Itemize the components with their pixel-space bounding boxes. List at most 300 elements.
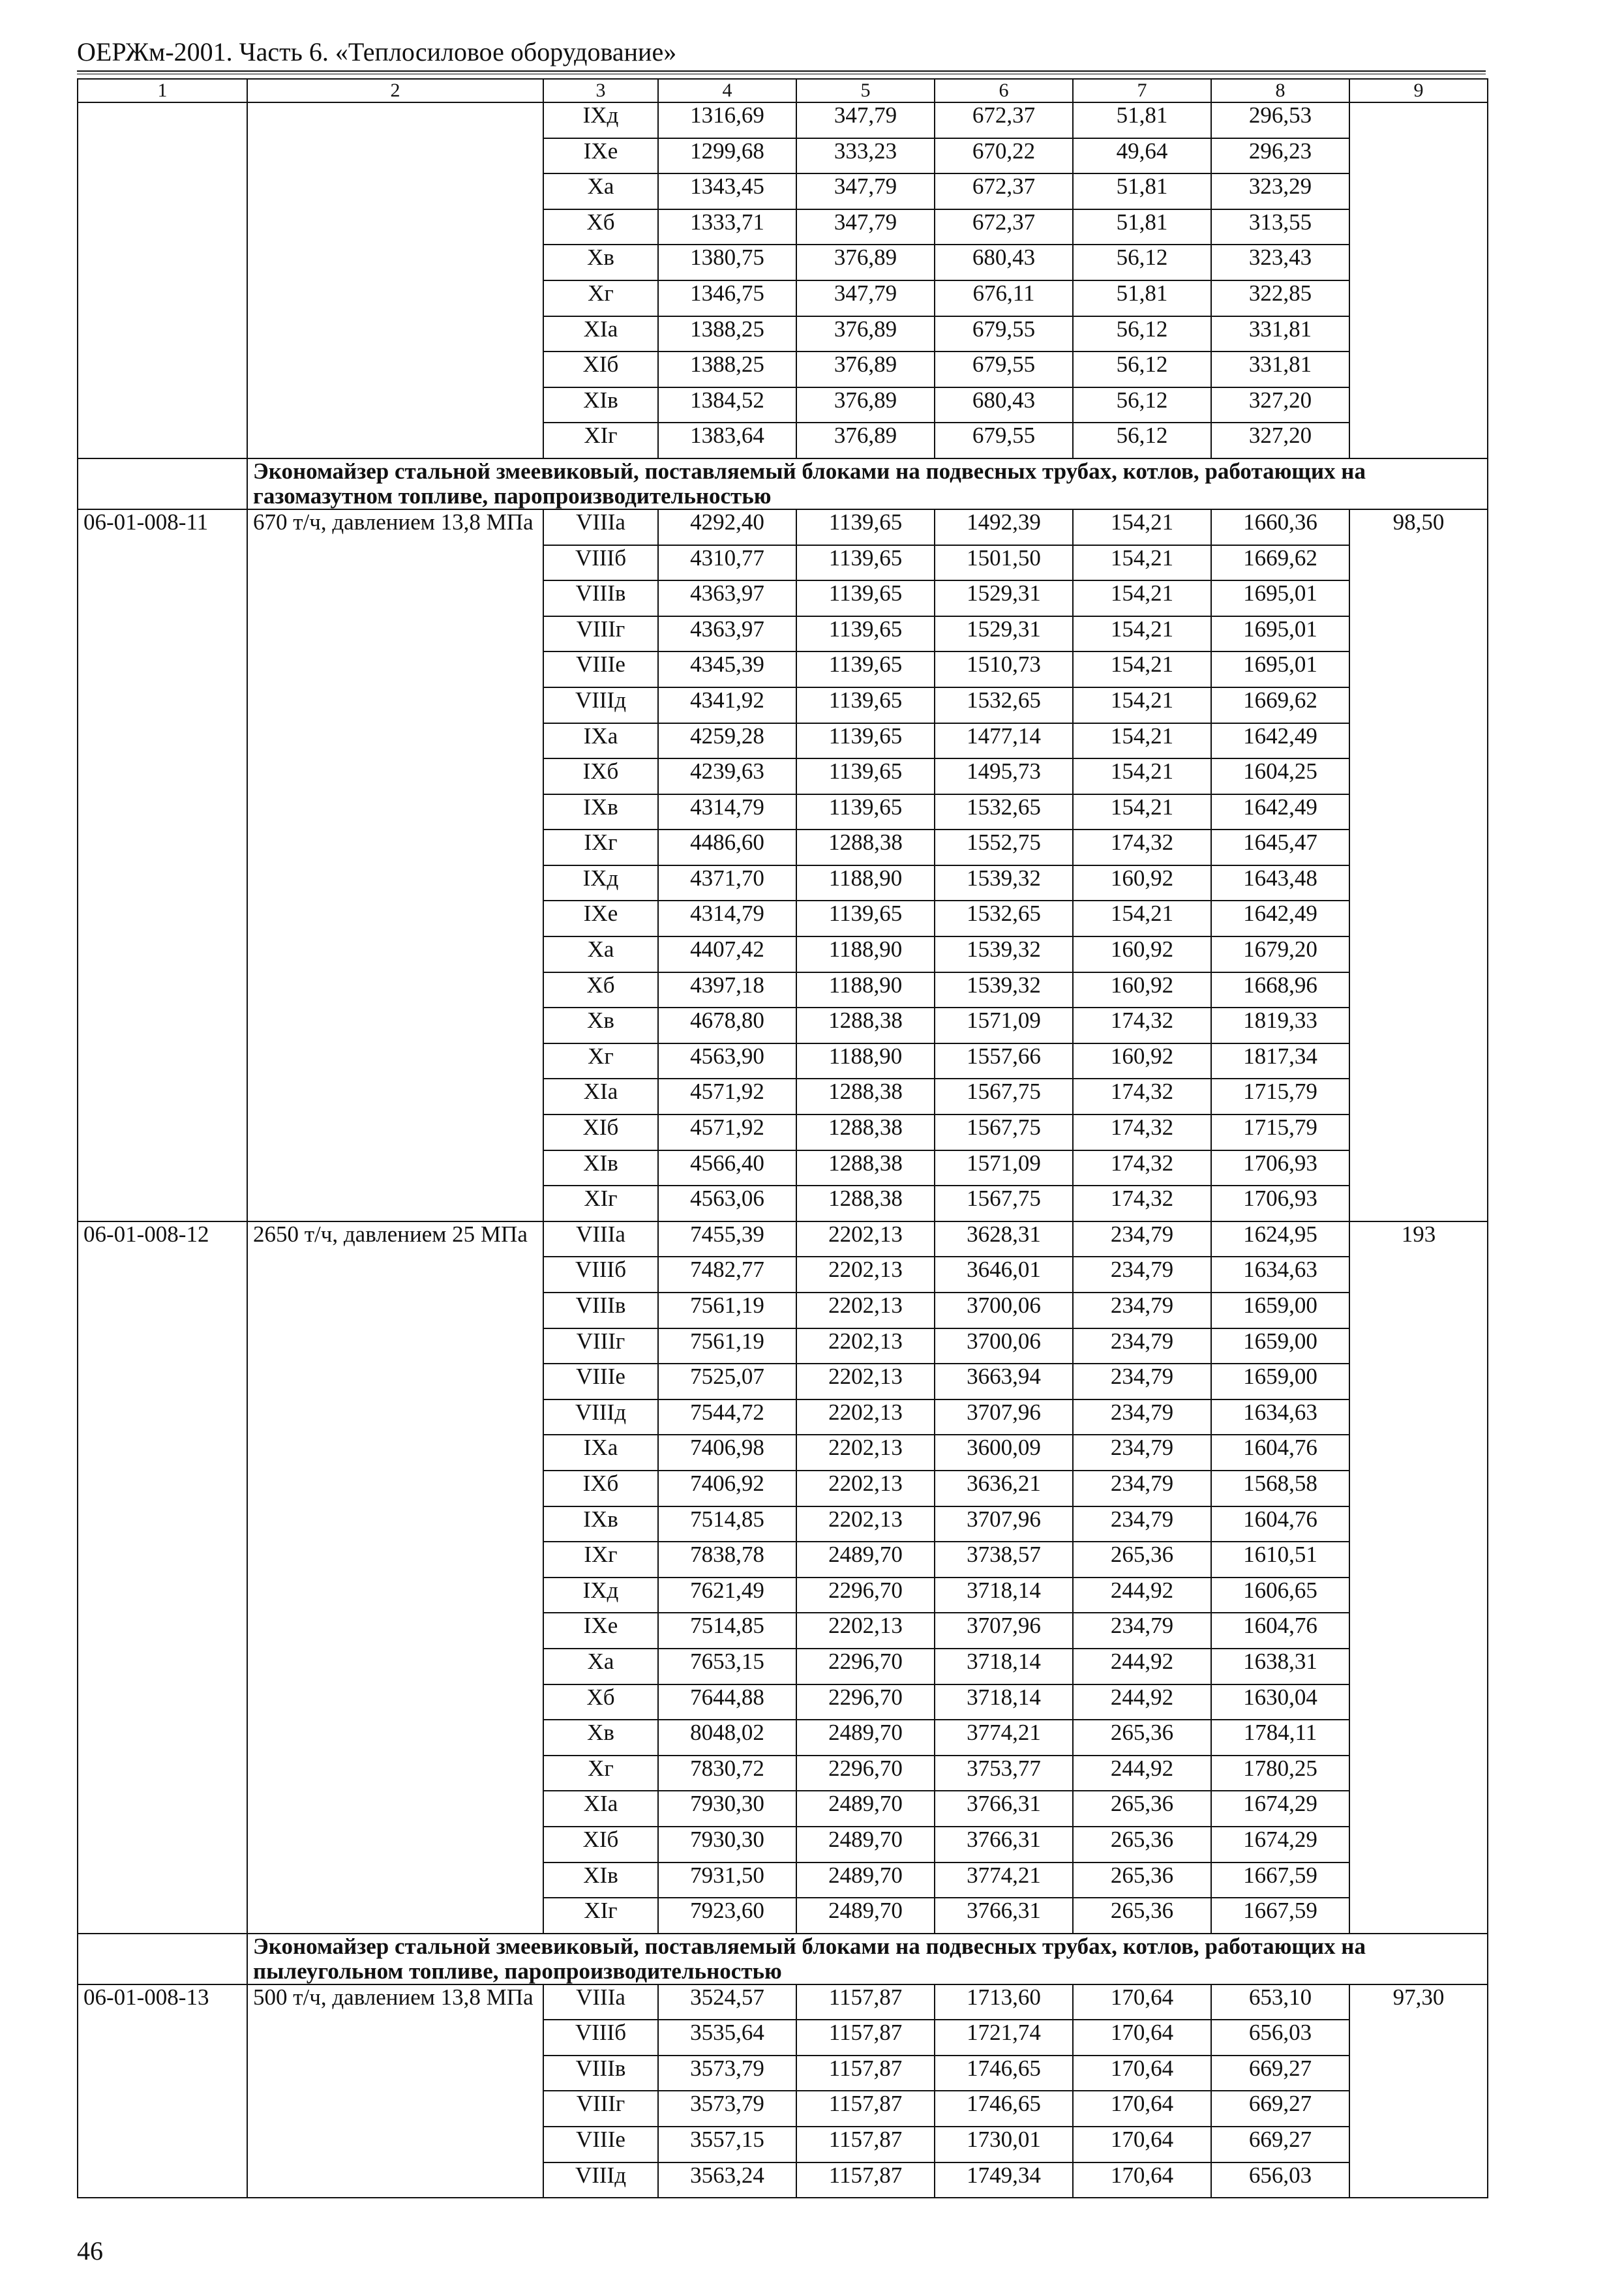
value-cell: 1715,79	[1211, 1115, 1349, 1150]
value-cell: 7544,72	[658, 1399, 796, 1435]
value-cell: 4341,92	[658, 687, 796, 723]
value-cell: 1188,90	[796, 936, 935, 972]
value-cell: 154,21	[1073, 616, 1211, 652]
value-cell: 4563,06	[658, 1186, 796, 1221]
table-body	[78, 79, 1488, 2198]
category-cell: IXб	[543, 758, 658, 794]
value-cell: 7838,78	[658, 1542, 796, 1578]
value-cell: 265,36	[1073, 1827, 1211, 1863]
value-cell: 680,43	[935, 387, 1073, 423]
value-cell: 1388,25	[658, 352, 796, 387]
category-cell: XIв	[543, 387, 658, 423]
value-cell: 1567,75	[935, 1186, 1073, 1221]
category-cell: Xа	[543, 1649, 658, 1684]
value-cell: 1139,65	[796, 794, 935, 830]
value-cell: 323,43	[1211, 245, 1349, 280]
category-cell: VIIIб	[543, 1257, 658, 1293]
value-cell: 333,23	[796, 138, 935, 174]
value-cell: 656,03	[1211, 2020, 1349, 2056]
value-cell: 1571,09	[935, 1150, 1073, 1186]
value-cell: 672,37	[935, 209, 1073, 245]
column-number-row	[78, 79, 1488, 102]
value-cell: 7931,50	[658, 1863, 796, 1898]
value-cell: 56,12	[1073, 352, 1211, 387]
value-cell: 1642,49	[1211, 723, 1349, 759]
value-cell: 154,21	[1073, 794, 1211, 830]
value-cell: 234,79	[1073, 1471, 1211, 1506]
value-cell: 331,81	[1211, 316, 1349, 352]
category-cell: VIIIд	[543, 687, 658, 723]
value-cell: 1139,65	[796, 758, 935, 794]
value-cell: 1139,65	[796, 687, 935, 723]
value-cell: 7923,60	[658, 1898, 796, 1934]
value-cell: 1604,25	[1211, 758, 1349, 794]
value-cell: 4486,60	[658, 830, 796, 865]
value-cell: 1706,93	[1211, 1186, 1349, 1221]
value-cell: 3600,09	[935, 1435, 1073, 1471]
value-cell: 1333,71	[658, 209, 796, 245]
category-cell: IXд	[543, 102, 658, 138]
value-cell: 3557,15	[658, 2127, 796, 2162]
value-cell: 4566,40	[658, 1150, 796, 1186]
value-cell: 322,85	[1211, 280, 1349, 316]
value-cell: 2202,13	[796, 1435, 935, 1471]
value-cell: 4571,92	[658, 1079, 796, 1115]
category-cell: VIIIг	[543, 1328, 658, 1364]
value-cell: 170,64	[1073, 2020, 1211, 2056]
value-cell: 7406,98	[658, 1435, 796, 1471]
category-cell: Xб	[543, 1684, 658, 1720]
column-number: 9	[1349, 79, 1488, 102]
section-row	[78, 458, 1488, 509]
value-cell: 656,03	[1211, 2162, 1349, 2198]
category-cell: VIIIд	[543, 2162, 658, 2198]
row-code: 06-01-008-11	[78, 509, 247, 1221]
value-cell: 7930,30	[658, 1827, 796, 1863]
category-cell: XIб	[543, 352, 658, 387]
row-code: 06-01-008-13	[78, 1984, 247, 2198]
category-cell: VIIIб	[543, 545, 658, 581]
table-row	[78, 102, 1488, 138]
value-cell: 669,27	[1211, 2056, 1349, 2091]
value-cell: 1288,38	[796, 1115, 935, 1150]
category-cell: Xа	[543, 936, 658, 972]
value-cell: 154,21	[1073, 901, 1211, 936]
value-cell: 244,92	[1073, 1578, 1211, 1613]
value-cell: 56,12	[1073, 316, 1211, 352]
value-cell: 2489,70	[796, 1542, 935, 1578]
value-cell: 1557,66	[935, 1043, 1073, 1079]
value-cell: 3738,57	[935, 1542, 1073, 1578]
value-cell: 1188,90	[796, 972, 935, 1008]
value-cell: 1567,75	[935, 1115, 1073, 1150]
column-number: 6	[935, 79, 1073, 102]
value-cell: 1288,38	[796, 830, 935, 865]
value-cell: 1817,34	[1211, 1043, 1349, 1079]
value-cell: 3774,21	[935, 1720, 1073, 1756]
value-cell: 234,79	[1073, 1293, 1211, 1328]
value-cell: 7653,15	[658, 1649, 796, 1684]
value-cell: 174,32	[1073, 830, 1211, 865]
row-code: 06-01-008-12	[78, 1221, 247, 1934]
value-cell: 680,43	[935, 245, 1073, 280]
value-cell: 1695,01	[1211, 616, 1349, 652]
value-cell: 7830,72	[658, 1756, 796, 1791]
category-cell: IXе	[543, 138, 658, 174]
value-cell: 1668,96	[1211, 972, 1349, 1008]
category-cell: IXе	[543, 901, 658, 936]
value-cell: 3707,96	[935, 1613, 1073, 1649]
category-cell: IXб	[543, 1471, 658, 1506]
value-cell: 4407,42	[658, 936, 796, 972]
value-cell: 376,89	[796, 387, 935, 423]
value-cell: 1139,65	[796, 723, 935, 759]
value-cell: 3700,06	[935, 1328, 1073, 1364]
category-cell: XIг	[543, 1898, 658, 1934]
value-cell: 3524,57	[658, 1984, 796, 2020]
value-cell: 1157,87	[796, 2091, 935, 2127]
row-name: 500 т/ч, давлением 13,8 МПа	[247, 1984, 543, 2198]
value-cell: 679,55	[935, 423, 1073, 458]
category-cell: VIIIе	[543, 2127, 658, 2162]
value-cell: 1567,75	[935, 1079, 1073, 1115]
value-cell: 2296,70	[796, 1756, 935, 1791]
value-cell: 51,81	[1073, 102, 1211, 138]
category-cell: IXа	[543, 1435, 658, 1471]
table-row	[78, 1221, 1488, 1257]
value-cell: 1604,76	[1211, 1613, 1349, 1649]
value-cell: 1604,76	[1211, 1435, 1349, 1471]
value-cell: 3563,24	[658, 2162, 796, 2198]
value-cell: 3707,96	[935, 1506, 1073, 1542]
value-cell: 1495,73	[935, 758, 1073, 794]
value-cell: 160,92	[1073, 865, 1211, 901]
category-cell: Xб	[543, 209, 658, 245]
category-cell: IXд	[543, 865, 658, 901]
value-cell: 51,81	[1073, 280, 1211, 316]
value-cell: 3573,79	[658, 2091, 796, 2127]
value-cell: 1288,38	[796, 1150, 935, 1186]
value-cell: 1784,11	[1211, 1720, 1349, 1756]
value-cell: 347,79	[796, 102, 935, 138]
column-number: 7	[1073, 79, 1211, 102]
value-cell: 7644,88	[658, 1684, 796, 1720]
category-cell: XIг	[543, 1186, 658, 1221]
value-cell: 3573,79	[658, 2056, 796, 2091]
value-cell: 1299,68	[658, 138, 796, 174]
value-cell: 4397,18	[658, 972, 796, 1008]
value-cell: 347,79	[796, 280, 935, 316]
table-row	[78, 509, 1488, 545]
row-name: 2650 т/ч, давлением 25 МПа	[247, 1221, 543, 1934]
value-cell: 265,36	[1073, 1720, 1211, 1756]
row-name: 670 т/ч, давлением 13,8 МПа	[247, 509, 543, 1221]
value-cell: 676,11	[935, 280, 1073, 316]
value-cell: 51,81	[1073, 209, 1211, 245]
header-rule	[77, 70, 1486, 72]
category-cell: VIIIа	[543, 509, 658, 545]
value-cell: 7482,77	[658, 1257, 796, 1293]
value-cell: 1667,59	[1211, 1898, 1349, 1934]
category-cell: IXг	[543, 1542, 658, 1578]
value-cell: 4345,39	[658, 651, 796, 687]
value-cell: 174,32	[1073, 1150, 1211, 1186]
value-cell: 4363,97	[658, 616, 796, 652]
column-number: 1	[78, 79, 247, 102]
value-cell: 376,89	[796, 245, 935, 280]
value-cell: 234,79	[1073, 1364, 1211, 1399]
value-cell: 1645,47	[1211, 830, 1349, 865]
value-cell: 2489,70	[796, 1827, 935, 1863]
value-cell: 1380,75	[658, 245, 796, 280]
value-cell: 7406,92	[658, 1471, 796, 1506]
category-cell: VIIIв	[543, 2056, 658, 2091]
value-cell: 347,79	[796, 209, 935, 245]
value-cell: 1139,65	[796, 509, 935, 545]
value-cell: 1667,59	[1211, 1863, 1349, 1898]
value-cell: 3646,01	[935, 1257, 1073, 1293]
value-cell: 1659,00	[1211, 1328, 1349, 1364]
value-cell: 1695,01	[1211, 580, 1349, 616]
category-cell: VIIIе	[543, 651, 658, 687]
value-cell: 1510,73	[935, 651, 1073, 687]
value-cell: 1659,00	[1211, 1293, 1349, 1328]
value-cell: 1638,31	[1211, 1649, 1349, 1684]
category-cell: XIб	[543, 1115, 658, 1150]
value-cell: 1288,38	[796, 1008, 935, 1043]
value-cell: 1552,75	[935, 830, 1073, 865]
value-cell: 1610,51	[1211, 1542, 1349, 1578]
value-cell: 1780,25	[1211, 1756, 1349, 1791]
value-cell: 234,79	[1073, 1435, 1211, 1471]
value-cell: 3766,31	[935, 1791, 1073, 1827]
value-cell: 154,21	[1073, 651, 1211, 687]
value-cell: 7561,19	[658, 1328, 796, 1364]
value-cell: 160,92	[1073, 972, 1211, 1008]
value-cell: 4678,80	[658, 1008, 796, 1043]
value-cell: 7621,49	[658, 1578, 796, 1613]
value-cell: 376,89	[796, 316, 935, 352]
value-cell: 1529,31	[935, 616, 1073, 652]
value-cell: 672,37	[935, 173, 1073, 209]
category-cell: Xг	[543, 1756, 658, 1791]
value-cell: 174,32	[1073, 1186, 1211, 1221]
category-cell: VIIIв	[543, 580, 658, 616]
value-cell: 323,29	[1211, 173, 1349, 209]
value-cell: 1679,20	[1211, 936, 1349, 972]
value-cell: 234,79	[1073, 1328, 1211, 1364]
value-cell: 3663,94	[935, 1364, 1073, 1399]
category-cell: VIIIа	[543, 1221, 658, 1257]
value-cell: 1539,32	[935, 865, 1073, 901]
value-cell: 244,92	[1073, 1756, 1211, 1791]
value-cell: 1388,25	[658, 316, 796, 352]
column-number: 5	[796, 79, 935, 102]
value-cell: 1188,90	[796, 1043, 935, 1079]
value-cell: 1746,65	[935, 2091, 1073, 2127]
value-cell: 154,21	[1073, 509, 1211, 545]
price-table	[77, 78, 1488, 2198]
value-cell: 1660,36	[1211, 509, 1349, 545]
value-cell: 1316,69	[658, 102, 796, 138]
value-cell: 1532,65	[935, 687, 1073, 723]
value-cell: 2202,13	[796, 1471, 935, 1506]
value-cell: 669,27	[1211, 2127, 1349, 2162]
value-cell: 7561,19	[658, 1293, 796, 1328]
value-cell: 56,12	[1073, 387, 1211, 423]
category-cell: Xб	[543, 972, 658, 1008]
value-cell: 331,81	[1211, 352, 1349, 387]
value-cell: 1157,87	[796, 2127, 935, 2162]
value-cell: 2296,70	[796, 1649, 935, 1684]
value-cell: 170,64	[1073, 1984, 1211, 2020]
value-cell: 7930,30	[658, 1791, 796, 1827]
value-cell: 1383,64	[658, 423, 796, 458]
value-cell: 3766,31	[935, 1898, 1073, 1934]
value-cell: 3774,21	[935, 1863, 1073, 1898]
column-number: 2	[247, 79, 543, 102]
value-cell: 4259,28	[658, 723, 796, 759]
value-cell: 234,79	[1073, 1257, 1211, 1293]
value-cell: 154,21	[1073, 687, 1211, 723]
value-cell: 1568,58	[1211, 1471, 1349, 1506]
value-cell: 8048,02	[658, 1720, 796, 1756]
value-cell: 1288,38	[796, 1079, 935, 1115]
category-cell: VIIIв	[543, 1293, 658, 1328]
value-cell: 1157,87	[796, 2162, 935, 2198]
value-cell: 679,55	[935, 352, 1073, 387]
category-cell: XIг	[543, 423, 658, 458]
value-cell: 672,37	[935, 102, 1073, 138]
category-cell: XIа	[543, 1079, 658, 1115]
value-cell: 1695,01	[1211, 651, 1349, 687]
value-cell: 234,79	[1073, 1399, 1211, 1435]
value-cell: 347,79	[796, 173, 935, 209]
value-cell: 7514,85	[658, 1506, 796, 1542]
value-cell: 2489,70	[796, 1898, 935, 1934]
value-cell: 234,79	[1073, 1506, 1211, 1542]
value-cell: 1157,87	[796, 2020, 935, 2056]
category-cell: XIв	[543, 1863, 658, 1898]
value-cell: 670,22	[935, 138, 1073, 174]
value-cell: 174,32	[1073, 1115, 1211, 1150]
value-cell: 2202,13	[796, 1293, 935, 1328]
value-cell: 1674,29	[1211, 1791, 1349, 1827]
value-cell: 4571,92	[658, 1115, 796, 1150]
category-cell: VIIIб	[543, 2020, 658, 2056]
category-cell: Xв	[543, 1720, 658, 1756]
value-cell: 2489,70	[796, 1720, 935, 1756]
value-cell: 2202,13	[796, 1328, 935, 1364]
category-cell: XIа	[543, 316, 658, 352]
value-cell: 1384,52	[658, 387, 796, 423]
value-cell: 174,32	[1073, 1008, 1211, 1043]
row-col9: 97,30	[1349, 1984, 1488, 2198]
value-cell: 154,21	[1073, 580, 1211, 616]
value-cell: 1634,63	[1211, 1399, 1349, 1435]
category-cell: IXе	[543, 1613, 658, 1649]
value-cell: 3700,06	[935, 1293, 1073, 1328]
value-cell: 170,64	[1073, 2056, 1211, 2091]
value-cell: 1730,01	[935, 2127, 1073, 2162]
value-cell: 3718,14	[935, 1649, 1073, 1684]
value-cell: 2202,13	[796, 1364, 935, 1399]
value-cell: 1539,32	[935, 936, 1073, 972]
value-cell: 1139,65	[796, 901, 935, 936]
section-title: Экономайзер стальной змеевиковый, поставляемый блоками на подвесных трубах, котлов, работающих на газомазутном топливе, паропроизводительностью	[247, 458, 1488, 509]
value-cell: 154,21	[1073, 758, 1211, 794]
value-cell: 1669,62	[1211, 687, 1349, 723]
category-cell: VIIIг	[543, 616, 658, 652]
value-cell: 313,55	[1211, 209, 1349, 245]
value-cell: 2202,13	[796, 1506, 935, 1542]
value-cell: 4239,63	[658, 758, 796, 794]
value-cell: 1477,14	[935, 723, 1073, 759]
value-cell: 234,79	[1073, 1221, 1211, 1257]
value-cell: 49,64	[1073, 138, 1211, 174]
section-blank	[78, 458, 247, 509]
value-cell: 265,36	[1073, 1542, 1211, 1578]
value-cell: 1674,29	[1211, 1827, 1349, 1863]
value-cell: 376,89	[796, 423, 935, 458]
row-col9: 193	[1349, 1221, 1488, 1934]
category-cell: XIв	[543, 1150, 658, 1186]
value-cell: 669,27	[1211, 2091, 1349, 2127]
value-cell: 1604,76	[1211, 1506, 1349, 1542]
category-cell: VIIIе	[543, 1364, 658, 1399]
value-cell: 296,23	[1211, 138, 1349, 174]
value-cell: 4314,79	[658, 794, 796, 830]
value-cell: 2296,70	[796, 1684, 935, 1720]
value-cell: 56,12	[1073, 423, 1211, 458]
category-cell: Xа	[543, 173, 658, 209]
value-cell: 1139,65	[796, 616, 935, 652]
value-cell: 2489,70	[796, 1791, 935, 1827]
value-cell: 1746,65	[935, 2056, 1073, 2091]
value-cell: 234,79	[1073, 1613, 1211, 1649]
value-cell: 1624,95	[1211, 1221, 1349, 1257]
value-cell: 1642,49	[1211, 794, 1349, 830]
value-cell: 2202,13	[796, 1399, 935, 1435]
value-cell: 4292,40	[658, 509, 796, 545]
value-cell: 244,92	[1073, 1684, 1211, 1720]
value-cell: 170,64	[1073, 2127, 1211, 2162]
value-cell: 653,10	[1211, 1984, 1349, 2020]
value-cell: 327,20	[1211, 387, 1349, 423]
value-cell: 265,36	[1073, 1898, 1211, 1934]
value-cell: 160,92	[1073, 936, 1211, 972]
value-cell: 1715,79	[1211, 1079, 1349, 1115]
value-cell: 1157,87	[796, 2056, 935, 2091]
category-cell: XIб	[543, 1827, 658, 1863]
value-cell: 170,64	[1073, 2091, 1211, 2127]
value-cell: 1634,63	[1211, 1257, 1349, 1293]
value-cell: 1288,38	[796, 1186, 935, 1221]
category-cell: IXг	[543, 830, 658, 865]
value-cell: 1343,45	[658, 173, 796, 209]
value-cell: 160,92	[1073, 1043, 1211, 1079]
value-cell: 1643,48	[1211, 865, 1349, 901]
value-cell: 1501,50	[935, 545, 1073, 581]
value-cell: 1819,33	[1211, 1008, 1349, 1043]
value-cell: 56,12	[1073, 245, 1211, 280]
row-code	[78, 102, 247, 458]
value-cell: 1157,87	[796, 1984, 935, 2020]
value-cell: 1669,62	[1211, 545, 1349, 581]
value-cell: 4310,77	[658, 545, 796, 581]
value-cell: 1346,75	[658, 280, 796, 316]
value-cell: 3535,64	[658, 2020, 796, 2056]
